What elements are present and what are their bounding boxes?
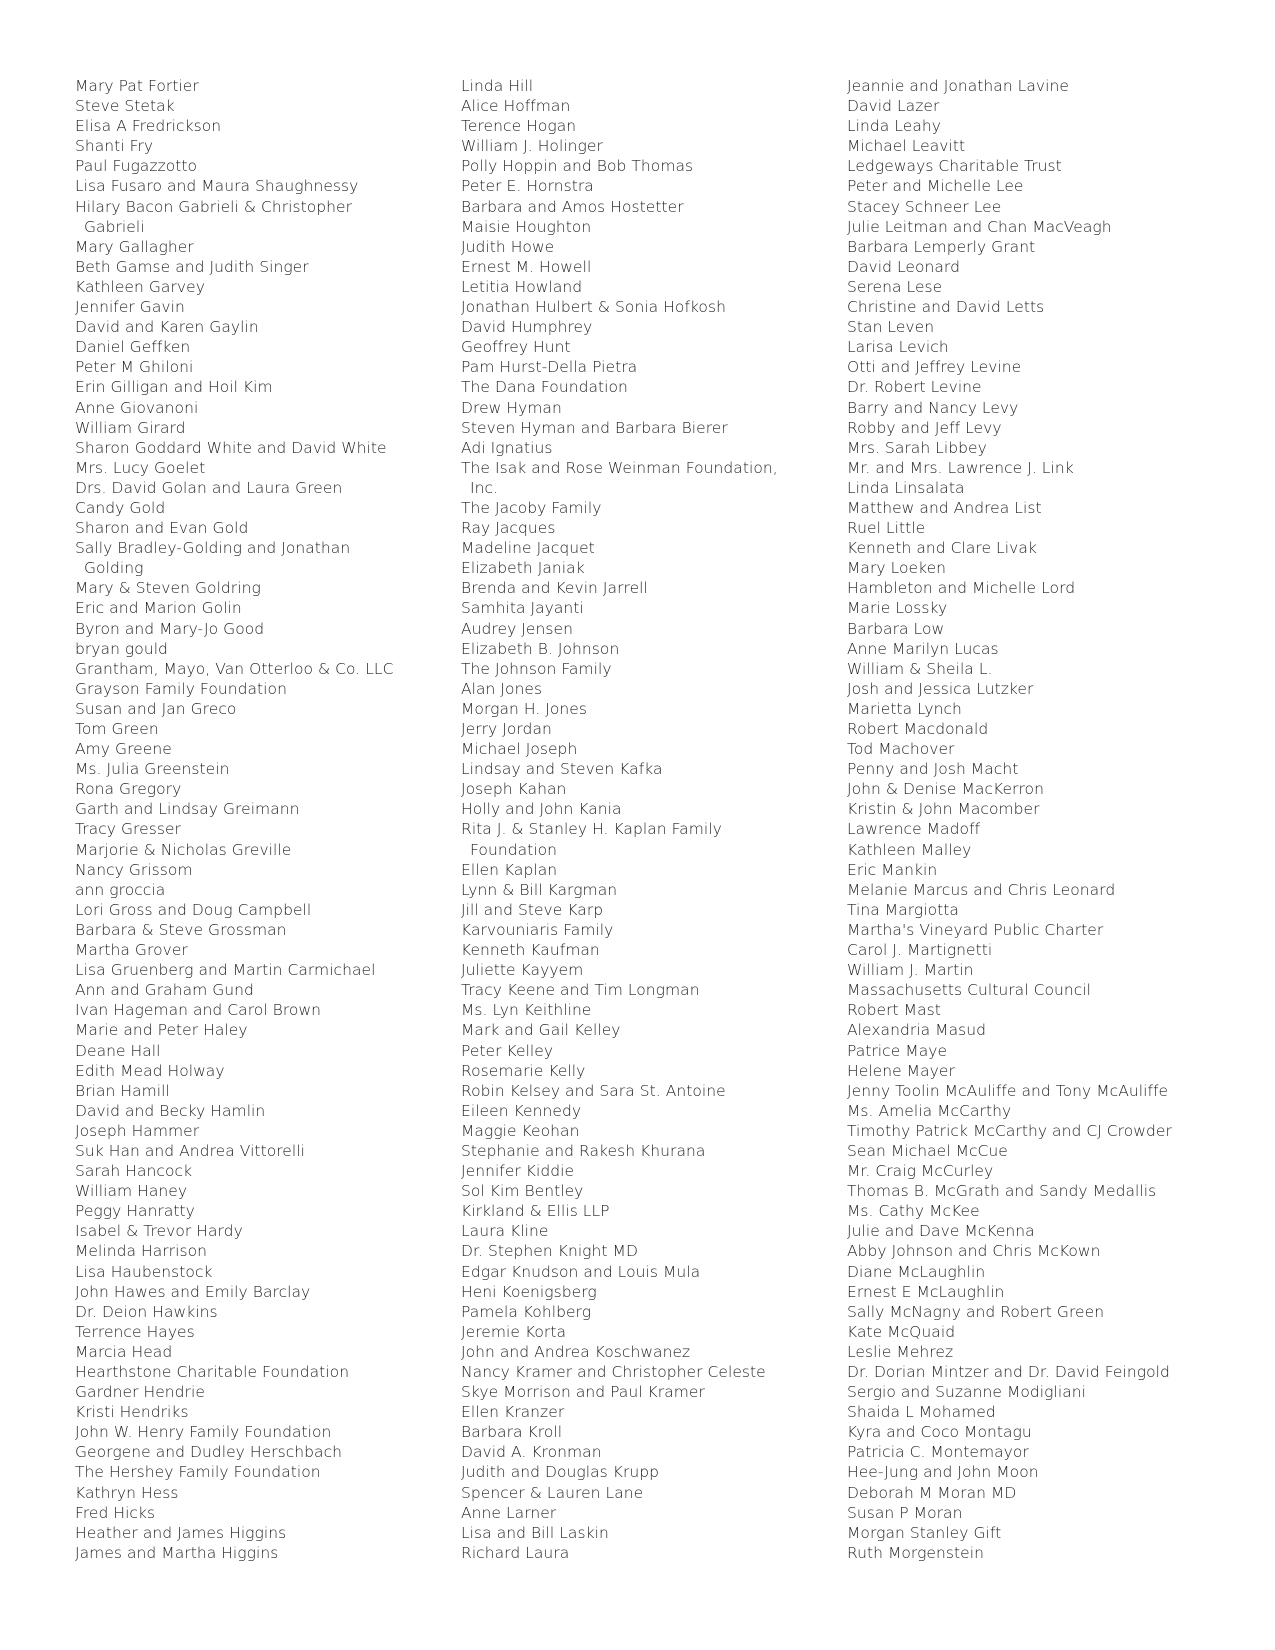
donor-name: Ms. Julia Greenstein [75, 760, 230, 779]
donor-name: Martha Grover [75, 941, 188, 960]
donor-name: Geoffrey Hunt [461, 338, 571, 357]
donor-name: Amy Greene [75, 740, 172, 759]
donor-name: Kathryn Hess [75, 1483, 179, 1502]
donor-name: Dr. Deion Hawkins [75, 1302, 218, 1321]
donor-name: Robby and Jeff Levy [847, 418, 1002, 437]
donor-name: Julie and Dave McKenna [847, 1222, 1035, 1241]
donor-name: Adi Ignatius [461, 438, 553, 457]
donor-name: Sharon and Evan Gold [75, 519, 249, 538]
donor-name: Kirkland & Ellis LLP [461, 1202, 610, 1221]
donor-name: Lynn & Bill Kargman [461, 880, 618, 899]
donor-name: Ann and Graham Gund [75, 981, 254, 1000]
donor-name: Jennifer Kiddie [461, 1162, 575, 1181]
donor-name: Matthew and Andrea List [847, 498, 1042, 517]
donor-name: Heni Koenigsberg [461, 1282, 597, 1301]
donor-name: Alan Jones [461, 679, 543, 698]
donor-name: Kyra and Coco Montagu [847, 1423, 1032, 1442]
donor-name: Grantham, Mayo, Van Otterloo & Co. LLC [75, 659, 394, 678]
donor-name [75, 538, 445, 578]
donor-name: Madeline Jacquet [461, 539, 595, 558]
donor-name: Morgan H. Jones [461, 699, 587, 718]
donor-name: The Johnson Family [461, 659, 612, 678]
donor-name: Susan and Jan Greco [75, 699, 237, 718]
donor-name: David Lazer [847, 97, 940, 116]
donor-name: Larisa Levich [847, 338, 949, 357]
donor-name: The Dana Foundation [461, 378, 628, 397]
donor-name: Robert Mast [847, 1001, 941, 1020]
donor-name: Deborah M Moran MD [847, 1483, 1017, 1502]
donor-name: Nancy Grissom [75, 860, 193, 879]
donor-name: Daniel Geffken [75, 338, 191, 357]
donor-name: William Haney [75, 1182, 188, 1201]
donor-name: William Girard [75, 418, 186, 437]
donor-name: Heather and James Higgins [75, 1523, 287, 1542]
donor-name: Kathleen Garvey [75, 277, 205, 296]
donor-name: Candy Gold [75, 498, 166, 517]
donor-name: Polly Hoppin and Bob Thomas [461, 157, 694, 176]
donor-name: The Hershey Family Foundation [75, 1463, 321, 1482]
donor-name: Terrence Hayes [75, 1322, 195, 1341]
donor-name: Sarah Hancock [75, 1162, 193, 1181]
donor-name: Carol J. Martignetti [847, 941, 993, 960]
donor-name: Alexandria Masud [847, 1021, 987, 1040]
donor-name: David and Becky Hamlin [75, 1101, 266, 1120]
donor-name: Stephanie and Rakesh Khurana [461, 1141, 706, 1160]
donor-name: Hee-Jung and John Moon [847, 1463, 1039, 1482]
donor-name: Pamela Kohlberg [461, 1302, 592, 1321]
donor-name: Kate McQuaid [847, 1322, 956, 1341]
donor-name: Edith Mead Holway [75, 1061, 225, 1080]
donor-name: Barbara Lemperly Grant [847, 237, 1036, 256]
donor-name: Patrice Maye [847, 1041, 948, 1060]
donor-name: Sharon Goddard White and David White [75, 438, 387, 457]
donor-name: Maisie Houghton [461, 217, 592, 236]
donor-name: Ellen Kranzer [461, 1403, 565, 1422]
donor-name: Thomas B. McGrath and Sandy Medallis [847, 1182, 1157, 1201]
donor-name: William & Sheila L. [847, 659, 993, 678]
donor-name: Dr. Dorian Mintzer and Dr. David Feingold [847, 1363, 1170, 1381]
donor-name: Samhita Jayanti [461, 599, 584, 618]
donor-name [75, 197, 445, 237]
donor-name: Shaida L Mohamed [847, 1403, 996, 1422]
donor-name: Eric and Marion Golin [75, 599, 242, 618]
donor-name-continuation: Golding [84, 559, 144, 578]
donor-name: Helene Mayer [847, 1061, 955, 1080]
donor-name: Tracy Keene and Tim Longman [461, 981, 700, 1000]
donor-name: Garth and Lindsay Greimann [75, 800, 300, 819]
donor-name: Michael Joseph [461, 740, 578, 759]
donor-name: Karvouniaris Family [461, 920, 614, 939]
donor-name: Ray Jacques [461, 519, 556, 538]
donor-name: Mark and Gail Kelley [461, 1021, 621, 1040]
donor-name: Rosemarie Kelly [461, 1061, 586, 1080]
donor-name: Letitia Howland [461, 277, 583, 296]
donor-name: Skye Morrison and Paul Kramer [461, 1383, 705, 1402]
donor-name: Tod Machover [847, 740, 955, 759]
donor-name: Edgar Knudson and Louis Mula [461, 1262, 701, 1281]
donor-name: Elizabeth B. Johnson [461, 639, 620, 658]
donor-name: Lisa Haubenstock [75, 1262, 213, 1281]
donor-name: Steve Stetak [75, 97, 175, 116]
donor-name: Brian Hamill [75, 1081, 170, 1100]
donor-name: Tom Green [75, 720, 159, 738]
donor-name: Alice Hoffman [461, 97, 571, 116]
donor-name: Susan P Moran [847, 1503, 963, 1522]
donor-name: Mr. and Mrs. Lawrence J. Link [847, 458, 1074, 477]
donor-name: Holly and John Kania [461, 800, 622, 819]
donor-name: Linda Linsalata [847, 478, 965, 497]
donor-name: John & Denise MacKerron [847, 780, 1044, 799]
donor-name: Kenneth Kaufman [461, 941, 600, 960]
donor-name: Laura Kline [461, 1222, 549, 1241]
donor-name: Patricia C. Montemayor [847, 1443, 1029, 1462]
donor-name: Judith and Douglas Krupp [461, 1463, 660, 1482]
donor-name: William J. Martin [847, 961, 974, 980]
donor-name: Shanti Fry [75, 137, 154, 156]
donor-name: Rona Gregory [75, 780, 182, 799]
donor-name: David A. Kronman [461, 1443, 602, 1462]
donor-name: Lori Gross and Doug Campbell [75, 900, 312, 919]
donor-name: Drew Hyman [461, 398, 562, 417]
donor-name: Drs. David Golan and Laura Green [75, 478, 343, 497]
donor-name: Brenda and Kevin Jarrell [461, 579, 648, 598]
donor-name: Linda Leahy [847, 117, 941, 136]
donor-name: Kathleen Malley [847, 840, 972, 859]
donor-name: Paul Fugazzotto [75, 157, 198, 176]
donor-name: Terence Hogan [461, 117, 577, 136]
donor-name: Mary Loeken [847, 559, 947, 578]
donor-name: Jerry Jordan [461, 720, 552, 738]
donor-name: Hearthstone Charitable Foundation [75, 1363, 350, 1381]
donor-name: Robert Macdonald [847, 720, 989, 738]
donor-name: Mary & Steven Goldring [75, 579, 261, 598]
donor-name: Mrs. Lucy Goelet [75, 458, 206, 477]
donor-name: Marcia Head [75, 1342, 173, 1361]
donor-name: Elisa A Fredrickson [75, 117, 222, 136]
donor-name: Hambleton and Michelle Lord [847, 579, 1076, 598]
donor-name: Abby Johnson and Chris McKown [847, 1242, 1101, 1261]
donor-name: Dr. Robert Levine [847, 378, 982, 397]
donor-name: Sol Kim Bentley [461, 1182, 584, 1201]
donor-name: Mr. Craig McCurley [847, 1162, 994, 1181]
donor-name: Melinda Harrison [75, 1242, 207, 1261]
donor-name: Leslie Mehrez [847, 1342, 954, 1361]
donor-name: Barbara Low [847, 619, 945, 638]
donor-name: David and Karen Gaylin [75, 318, 259, 337]
donor-name: Morgan Stanley Gift [847, 1523, 1002, 1542]
donor-name [461, 458, 831, 498]
donor-name: Georgene and Dudley Herschbach [75, 1443, 343, 1462]
donor-name: Judith Howe [461, 237, 555, 256]
donor-name-line: Hilary Bacon Gabrieli & Christopher [75, 197, 353, 216]
donor-name: James and Martha Higgins [75, 1543, 279, 1562]
donor-name: Nancy Kramer and Christopher Celeste [461, 1363, 766, 1381]
donor-name: Ernest M. Howell [461, 257, 592, 276]
donor-name: John Hawes and Emily Barclay [75, 1282, 311, 1301]
donor-name: Peter and Michelle Lee [847, 177, 1024, 196]
donor-name: Jonathan Hulbert & Sonia Hofkosh [461, 298, 726, 317]
donor-name: Steven Hyman and Barbara Bierer [461, 418, 728, 437]
donor-name: Ms. Cathy McKee [847, 1202, 980, 1221]
donor-name: Stacey Schneer Lee [847, 197, 1002, 216]
donor-name: Jenny Toolin McAuliffe and Tony McAuliffe [847, 1081, 1169, 1100]
donor-name: Martha's Vineyard Public Charter [847, 920, 1104, 939]
donor-name: Sergio and Suzanne Modigliani [847, 1383, 1086, 1402]
donor-name: Ernest E McLaughlin [847, 1282, 1005, 1301]
donor-name: Kristin & John Macomber [847, 800, 1040, 819]
donor-name: Jill and Steve Karp [461, 900, 604, 919]
donor-name: Peter M Ghiloni [75, 358, 194, 377]
donor-name: Erin Gilligan and Hoil Kim [75, 378, 273, 397]
donor-name: Peter Kelley [461, 1041, 554, 1060]
donor-name-continuation: Foundation [470, 840, 558, 859]
donor-name: Jennifer Gavin [75, 298, 185, 317]
donor-name: Jeremie Korta [461, 1322, 567, 1341]
donor-name: Anne Giovanoni [75, 398, 199, 417]
donor-name: Barbara & Steve Grossman [75, 920, 287, 939]
donor-name: ann groccia [75, 880, 166, 899]
donor-name: Melanie Marcus and Chris Leonard [847, 880, 1116, 899]
donor-name: Dr. Stephen Knight MD [461, 1242, 638, 1261]
donor-name: Sean Michael McCue [847, 1141, 1008, 1160]
donor-name-line: Rita J. & Stanley H. Kaplan Family [461, 820, 722, 839]
donor-name: Pam Hurst-Della Pietra [461, 358, 638, 377]
donor-name: Serena Lese [847, 277, 943, 296]
donor-name: Barbara and Amos Hostetter [461, 197, 684, 216]
donor-name: Grayson Family Foundation [75, 679, 287, 698]
donor-name: Byron and Mary-Jo Good [75, 619, 265, 638]
donor-name: John and Andrea Koschwanez [461, 1342, 691, 1361]
donor-name: Lindsay and Steven Kafka [461, 760, 663, 779]
donor-name: Mrs. Sarah Libbey [847, 438, 987, 457]
donor-name: Kenneth and Clare Livak [847, 539, 1037, 558]
donor-name: Penny and Josh Macht [847, 760, 1019, 779]
donor-name: David Leonard [847, 257, 960, 276]
donor-name: bryan gould [75, 639, 168, 658]
donor-name: Lisa Fusaro and Maura Shaughnessy [75, 177, 359, 196]
donor-name: Lisa and Bill Laskin [461, 1523, 609, 1542]
donor-name: Timothy Patrick McCarthy and CJ Crowder [847, 1121, 1172, 1140]
donor-name: The Jacoby Family [461, 498, 602, 517]
donor-name: Ledgeways Charitable Trust [847, 157, 1062, 176]
donor-name: Otti and Jeffrey Levine [847, 358, 1022, 377]
donor-name: Anne Marilyn Lucas [847, 639, 999, 658]
donor-name: Elizabeth Janiak [461, 559, 585, 578]
donor-name: Diane McLaughlin [847, 1262, 986, 1281]
donor-name: Spencer & Lauren Lane [461, 1483, 644, 1502]
donor-name: Tina Margiotta [847, 900, 959, 919]
donor-name: Isabel & Trevor Hardy [75, 1222, 243, 1241]
donor-name: David Humphrey [461, 318, 593, 337]
donor-name: Juliette Kayyem [461, 961, 584, 980]
donor-name: Barry and Nancy Levy [847, 398, 1019, 417]
donor-name-continuation: Gabrieli [84, 217, 145, 236]
donor-name: Stan Leven [847, 318, 935, 337]
donor-name: Maggie Keohan [461, 1121, 580, 1140]
donor-name: Barbara Kroll [461, 1423, 563, 1442]
donor-column-3 [847, 76, 1217, 1563]
donor-name: Fred Hicks [75, 1503, 156, 1522]
donor-name: Tracy Gresser [75, 820, 181, 839]
donor-name: Ivan Hageman and Carol Brown [75, 1001, 322, 1020]
donor-name: Jeannie and Jonathan Lavine [847, 77, 1069, 95]
donor-name: Michael Leavitt [847, 137, 966, 156]
donor-name: Joseph Hammer [75, 1121, 200, 1140]
donor-name: Ms. Amelia McCarthy [847, 1101, 1012, 1120]
donor-name: Kristi Hendriks [75, 1403, 189, 1422]
donor-name-line: The Isak and Rose Weinman Foundation, [461, 458, 778, 477]
donor-name: Sally McNagny and Robert Green [847, 1302, 1105, 1321]
donor-name: Peggy Hanratty [75, 1202, 195, 1221]
donor-name: Marietta Lynch [847, 699, 962, 718]
donor-name: Eric Mankin [847, 860, 938, 879]
donor-name: Lisa Gruenberg and Martin Carmichael [75, 961, 376, 980]
donor-name: Josh and Jessica Lutzker [847, 679, 1034, 698]
donor-name: Marie Lossky [847, 599, 948, 618]
donor-name: Christine and David Letts [847, 298, 1045, 317]
donor-name: Richard Laura [461, 1543, 570, 1562]
donor-name [461, 819, 831, 859]
donor-name: Beth Gamse and Judith Singer [75, 257, 309, 276]
donor-name: Mary Pat Fortier [75, 77, 199, 95]
donor-name: Linda Hill [461, 77, 534, 95]
donor-name: Audrey Jensen [461, 619, 573, 638]
donor-name: Ruel Little [847, 519, 926, 538]
donor-name: Mary Gallagher [75, 237, 194, 256]
donor-name: William J. Holinger [461, 137, 603, 156]
donor-name: Joseph Kahan [461, 780, 567, 799]
donor-name: Marjorie & Nicholas Greville [75, 840, 292, 859]
donor-name: Suk Han and Andrea Vittorelli [75, 1141, 305, 1160]
donor-name: John W. Henry Family Foundation [75, 1423, 332, 1442]
donor-name: Massachusetts Cultural Council [847, 981, 1092, 1000]
donor-name: Anne Larner [461, 1503, 557, 1522]
donor-name: Eileen Kennedy [461, 1101, 582, 1120]
donor-name: Robin Kelsey and Sara St. Antoine [461, 1081, 726, 1100]
donor-name: Marie and Peter Haley [75, 1021, 248, 1040]
donor-name: Ruth Morgenstein [847, 1543, 984, 1562]
donor-name-line: Sally Bradley-Golding and Jonathan [75, 539, 351, 558]
donor-name: Lawrence Madoff [847, 820, 981, 839]
donor-name-continuation: Inc. [470, 478, 499, 497]
donor-name: Deane Hall [75, 1041, 161, 1060]
donor-name: Gardner Hendrie [75, 1383, 205, 1402]
donor-name: Julie Leitman and Chan MacVeagh [847, 217, 1112, 236]
donor-column-1 [75, 76, 445, 1563]
donor-name: Ms. Lyn Keithline [461, 1001, 592, 1020]
donor-name: Ellen Kaplan [461, 860, 558, 879]
donor-name: Peter E. Hornstra [461, 177, 594, 196]
donor-column-2 [461, 76, 831, 1563]
